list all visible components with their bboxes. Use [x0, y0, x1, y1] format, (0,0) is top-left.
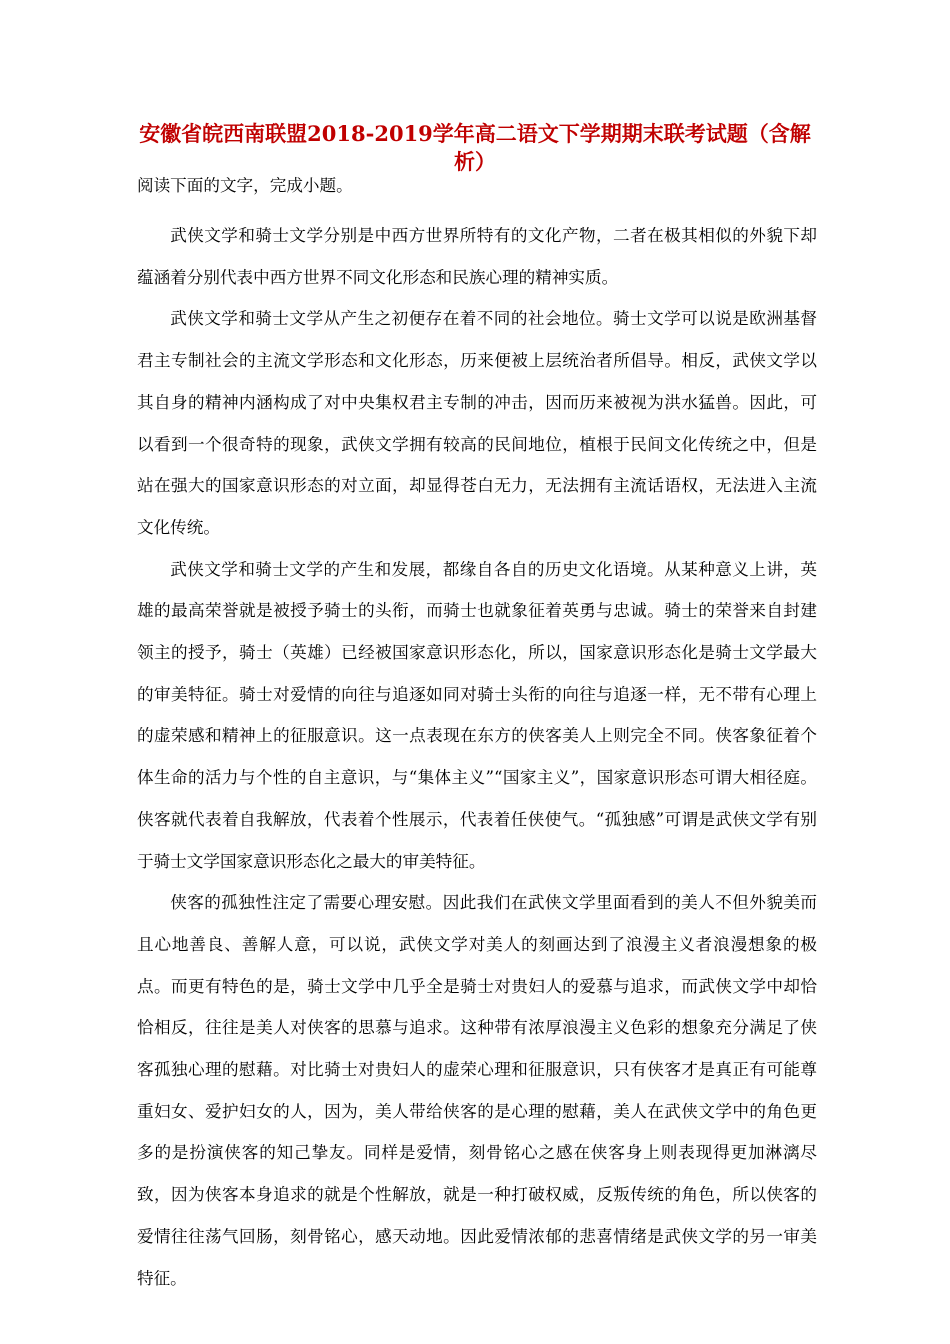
paragraph: 武侠文学和骑士文学从产生之初便存在着不同的社会地位。骑士文学可以说是欧洲基督君主专制社会的主流文学形态和文化形态，历来便被上层统治者所倡导。相反，武侠文学以其自身的精神内涵构成了对中央集权君主专制的冲击，因而历来被视为洪水猛兽。因此，可以看到一个很奇特的现象，武侠文学拥有较高的民间地位，植根于民间文化传统之中，但是站在强大的国家意识形态的对立面，却显得苍白无力，无法拥有主流话语权，无法进入主流文化传统。	[137, 309, 817, 537]
document-body	[137, 174, 817, 1299]
paragraph: 武侠文学和骑士文学的产生和发展，都缘自各自的历史文化语境。从某种意义上讲，英雄的最高荣誉就是被授予骑士的头衔，而骑士也就象征着英勇与忠诚。骑士的荣誉来自封建领主的授予，骑士（英雄）已经被国家意识形态化，所以，国家意识形态化是骑士文学最大的审美特征。骑士对爱情的向往与追逐如同对骑士头衔的向往与追逐一样，无不带有心理上的虚荣感和精神上的征服意识。这一点表现在东方的侠客美人上则完全不同。侠客象征着个体生命的活力与个性的自主意识，与“集体主义”“国家主义”，国家意识形态可谓大相径庭。侠客就代表着自我解放，代表着个性展示，代表着任侠使气。“孤独感”可谓是武侠文学有别于骑士文学国家意识形态化之最大的审美特征。	[137, 559, 817, 871]
question-instruction: 阅读下面的文字，完成小题。	[137, 176, 353, 195]
document-title: 安徽省皖西南联盟2018-2019学年高二语文下学期期末联考试题（含解析）	[139, 121, 811, 174]
paragraph: 武侠文学和骑士文学分别是中西方世界所特有的文化产物，二者在极其相似的外貌下却蕴涵着分别代表中西方世界不同文化形态和民族心理的精神实质。	[137, 226, 817, 287]
paragraph: 侠客的孤独性注定了需要心理安慰。因此我们在武侠文学里面看到的美人不但外貌美而且心地善良、善解人意，可以说，武侠文学对美人的刻画达到了浪漫主义者浪漫想象的极点。而更有特色的是，骑士文学中几乎全是骑士对贵妇人的爱慕与追求，而武侠文学中却恰恰相反，往往是美人对侠客的思慕与追求。这种带有浓厚浪漫主义色彩的想象充分满足了侠客孤独心理的慰藉。对比骑士对贵妇人的虚荣心理和征服意识，只有侠客才是真正有可能尊重妇女、爱护妇女的人，因为，美人带给侠客的是心理的慰藉，美人在武侠文学中的角色更多的是扮演侠客的知己挚友。同样是爱情，刻骨铭心之感在侠客身上则表现得更加淋漓尽致，因为侠客本身追求的就是个性解放，就是一种打破权威，反叛传统的角色，所以侠客的爱情往往荡气回肠，刻骨铭心，感天动地。因此爱情浓郁的悲喜情绪是武侠文学的另一审美特征。	[137, 893, 817, 1288]
